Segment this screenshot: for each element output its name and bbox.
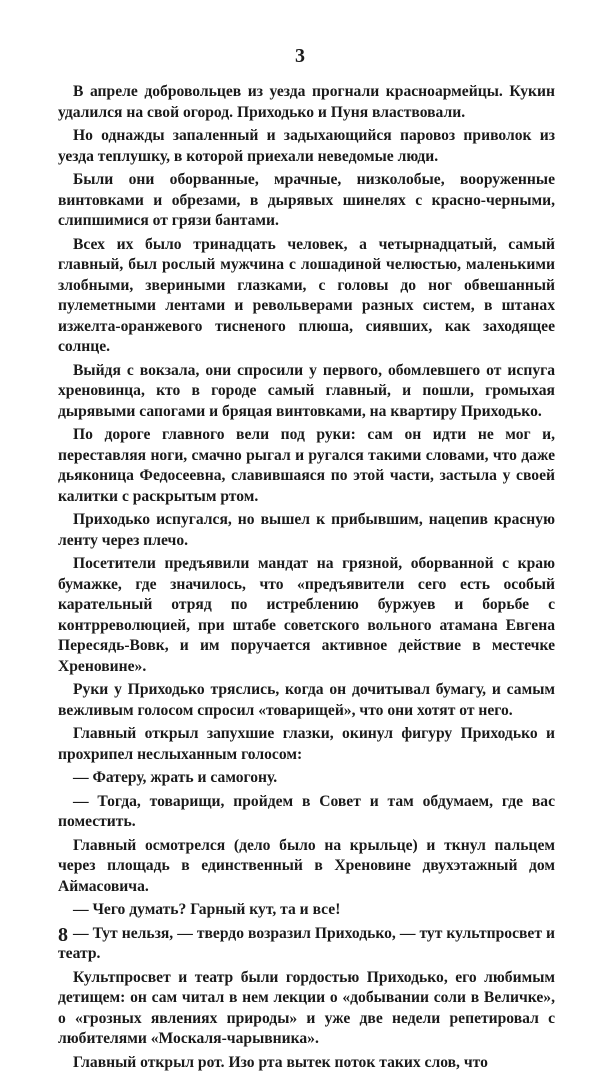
paragraph-6: По дороге главного вели под руки: сам он идти не мог и, переставляя ноги, смачно рыгал и ругался такими словами, что даже дьяконица Федосеевна, славившаяся по этой части, застыла у своей калитки с раскрытым ртом. xyxy=(58,426,555,505)
chapter-number: 3 xyxy=(295,45,305,67)
dialogue-line-3: — Чего думать? Гарный кут, та и все! xyxy=(73,901,341,918)
paragraph-5: Выйдя с вокзала, они спросили у первого, обомлевшего от испуга хреновинца, кто в городе самый главный, и пошли, громыхая дырявыми сапогами и бряцая винтовками, на квартиру Приходько. xyxy=(58,361,555,420)
paragraph-17: Главный открыл рот. Изо рта вытек поток таких слов, что xyxy=(73,1053,488,1071)
dialogue-line-2: — Тогда, товарищи, пройдем в Совет и там обдумаем, где вас поместить. xyxy=(58,792,555,830)
dialogue-line-4: — Тут нельзя, — твердо возразил Приходько, — тут культпросвет и театр. xyxy=(58,924,555,962)
dialogue-line-1: — Фатеру, жрать и самогону. xyxy=(73,769,278,786)
paragraph-1: В апреле добровольцев из уезда прогнали красноармейцы. Кукин удалился на свой огород. Приходько и Пуня властвовали. xyxy=(58,83,555,121)
paragraph-2: Но однажды запаленный и задыхающийся паровоз приволок из уезда теплушку, в которой приехали неведомые люди. xyxy=(58,127,555,165)
paragraph-7: Приходько испугался, но вышел к прибывшим, нацепив красную ленту через плечо. xyxy=(58,511,555,549)
paragraph-16: Культпросвет и театр были гордостью Приходько, его любимым детищем: он сам читал в нем лекции о «добывании соли в Величке», о «грозных явлениях природы» и уже две недели репетировал с любителями «Москаля-чарывника». xyxy=(58,968,555,1047)
paragraph-3: Были они оборванные, мрачные, низколобые, вооруженные винтовками и обрезами, в дырявых шинелях с красно-черными, слипшимися от грязи бантами. xyxy=(58,171,555,229)
paragraph-9: Руки у Приходько тряслись, когда он дочитывал бумагу, и самым вежливым голосом спросил «товарищей», что они хотят от него. xyxy=(58,681,555,719)
paragraph-13: Главный осмотрелся (дело было на крыльце) и ткнул пальцем через площадь в единственный в Хреновине двухэтажный дом Аймасовича. xyxy=(58,836,555,895)
paragraph-8: Посетители предъявили мандат на грязной, оборванной с краю бумажке, где значилось, что «предъявители сего есть особый карательный отряд по истреблению буржуев и борьбе с контрреволюцией, при штабе советского вольного атамана Евгена Пересядь-Вовк, и им поручается активное действие в местечке Хреновине». xyxy=(58,555,555,675)
paragraph-4: Всех их было тринадцать человек, а четырнадцатый, самый главный, был рослый мужчина с лошадиной челюстью, маленькими злобными, звериными глазками, с головы до ног обвешанный пулеметными лентами и револьверами разных систем, в штанах изжелта-оранжевого тисненого плюша, сиявших, как заходящее солнце. xyxy=(58,235,555,355)
paragraph-10: Главный открыл запухшие глазки, окинул фигуру Приходько и прохрипел неслыханным голосом: xyxy=(58,725,555,763)
chapter-text xyxy=(58,82,555,1076)
page-number: 8 xyxy=(58,924,68,946)
